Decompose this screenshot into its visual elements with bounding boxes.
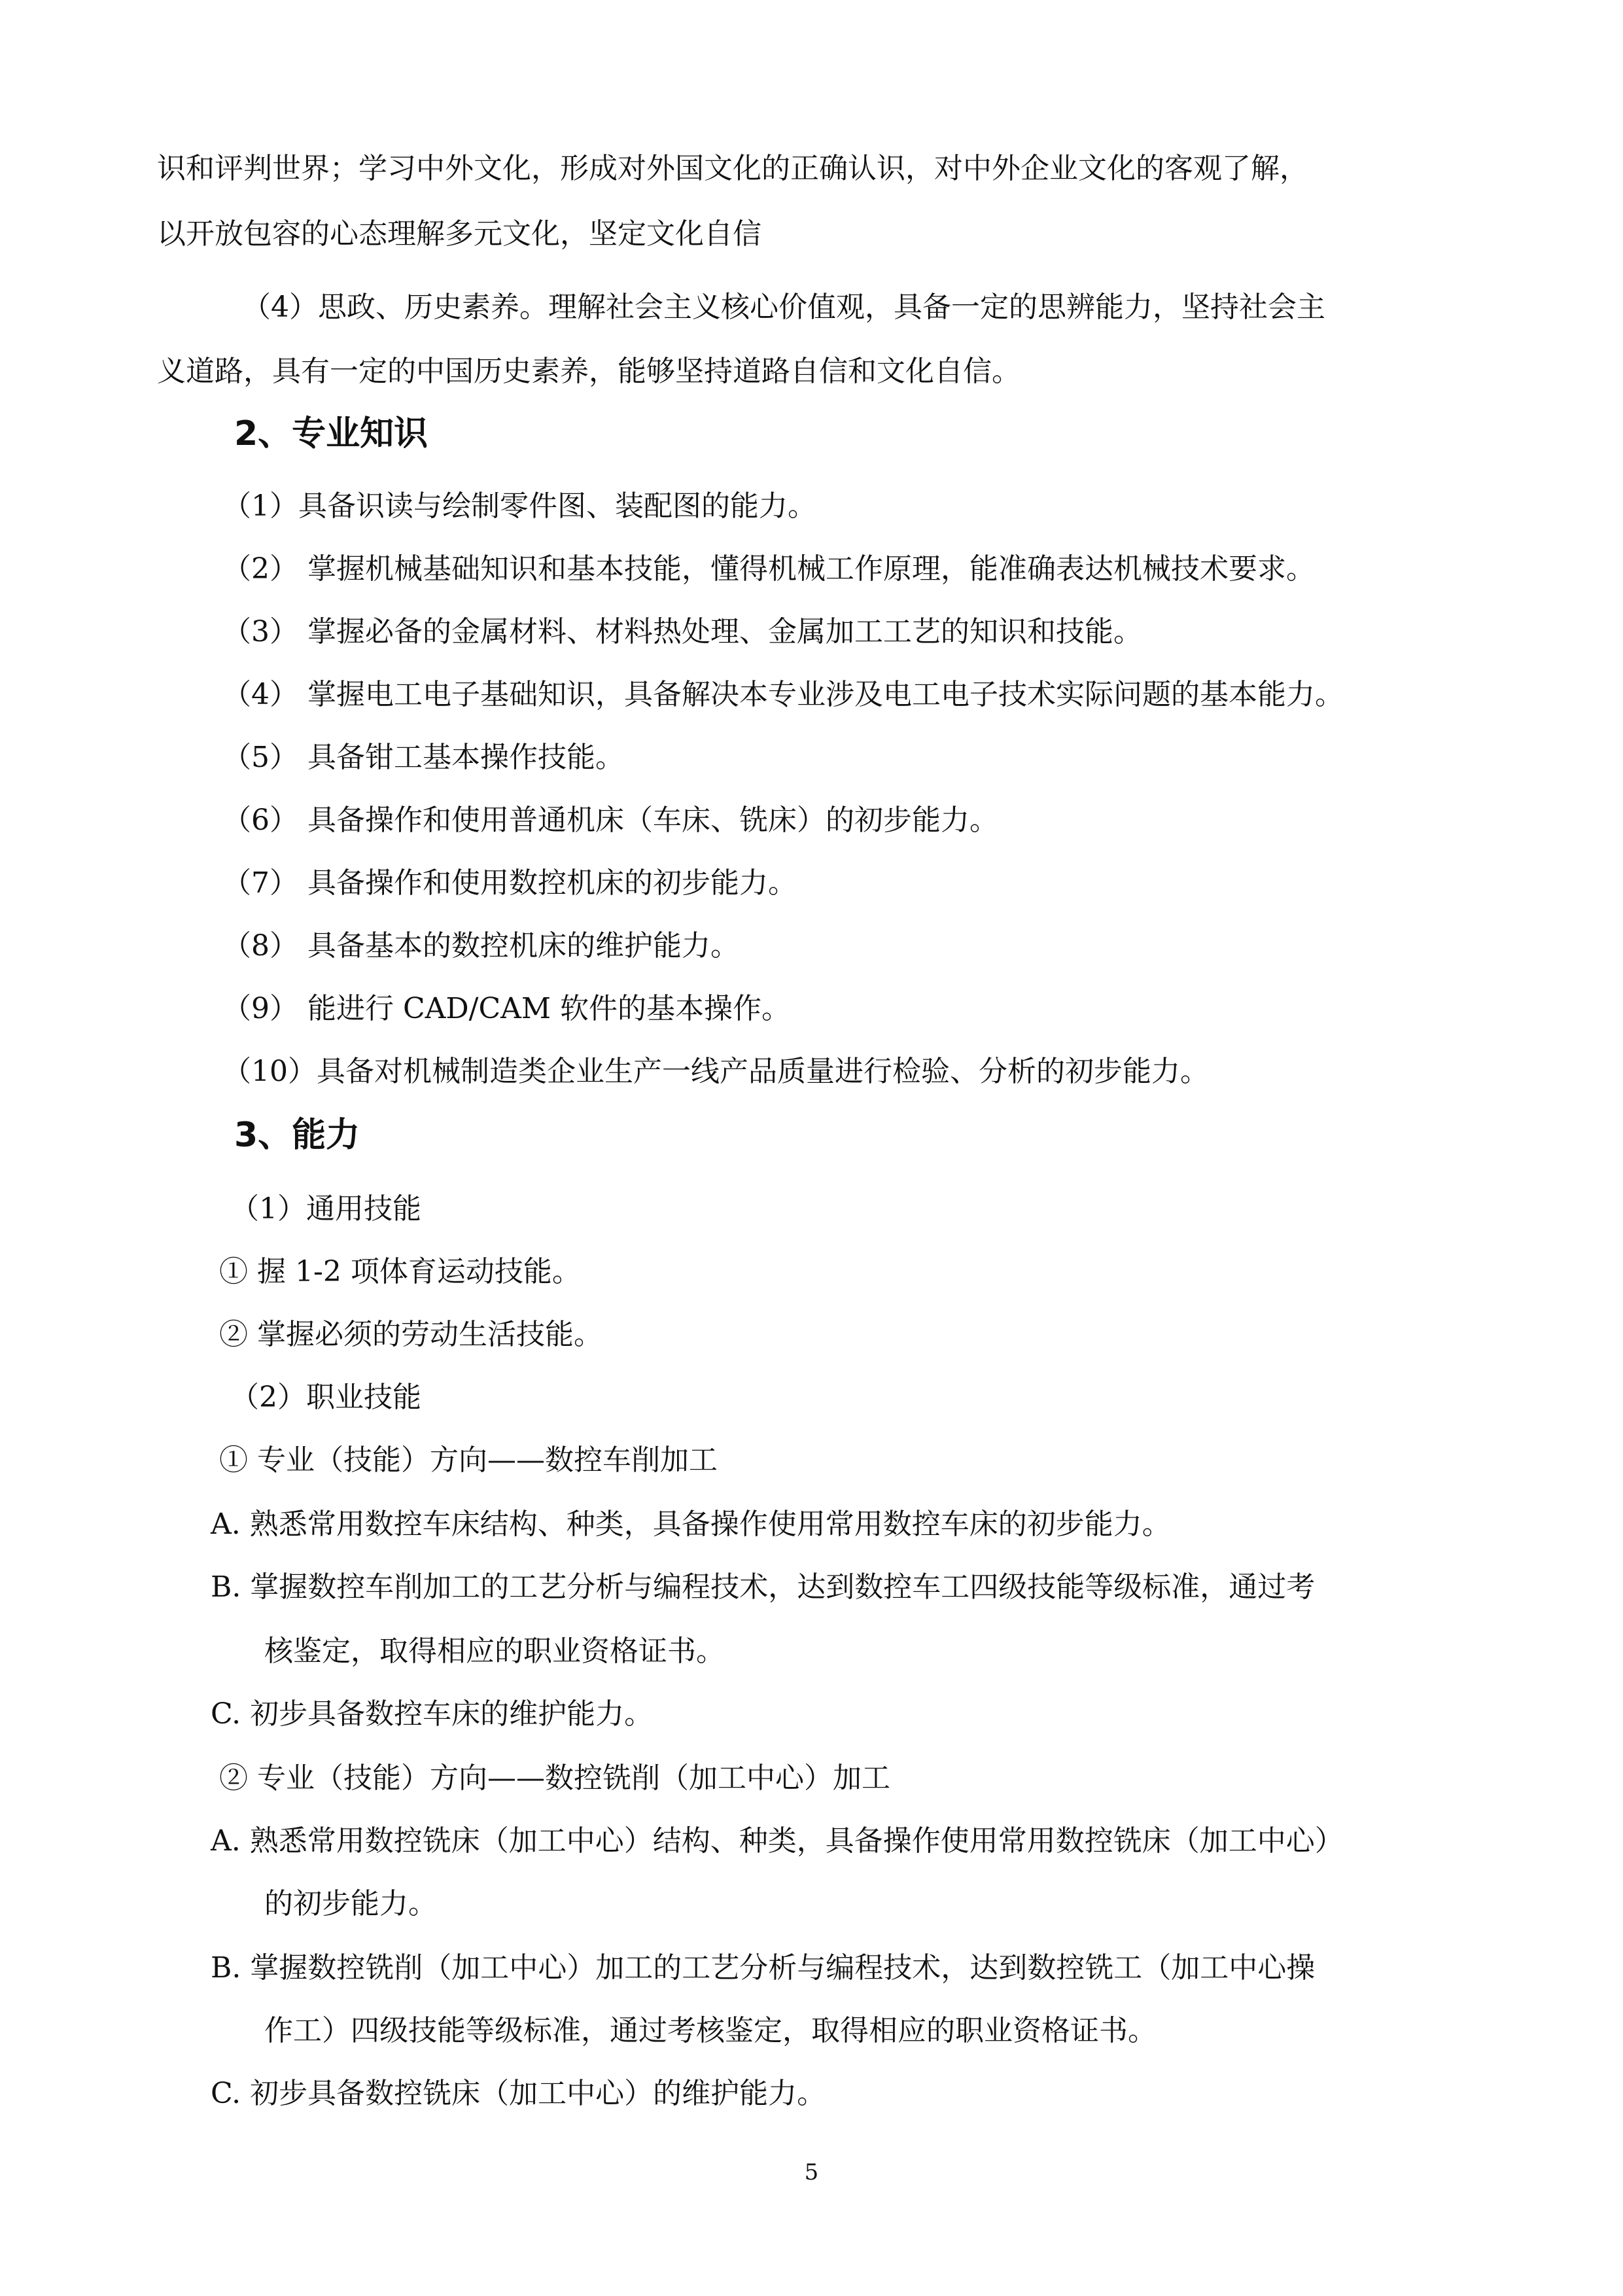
paragraph-3-line-1: 识和评判世界；学习中外文化，形成对外国文化的正确认识，对中外企业文化的客观了解， [157,152,1308,185]
paragraph-4-line-1: （4）思政、历史素养。理解社会主义核心价值观，具备一定的思辨能力，坚持社会主 [242,291,1325,324]
knowledge-item-1: （1）具备识读与绘制零件图、装配图的能力。 [222,489,816,523]
direction-2-item-b-line-1: B. 掌握数控铣削（加工中心）加工的工艺分析与编程技术，达到数控铣工（加工中心操 [211,1951,1316,1985]
direction-1-item-c: C. 初步具备数控车床的维护能力。 [211,1697,654,1731]
section-3-heading: 3、能力 [234,1116,360,1155]
professional-skills-title: （2）职业技能 [230,1381,421,1414]
knowledge-item-4: （4） 掌握电工电子基础知识，具备解决本专业涉及电工电子技术实际问题的基本能力。 [222,678,1344,711]
direction-1-item-a: A. 熟悉常用数控车床结构、种类，具备操作使用常用数控车床的初步能力。 [211,1508,1171,1541]
direction-2-title: ② 专业（技能）方向——数控铣削（加工中心）加工 [219,1761,890,1795]
direction-1-title: ① 专业（技能）方向——数控车削加工 [219,1443,718,1477]
knowledge-item-2: （2） 掌握机械基础知识和基本技能，懂得机械工作原理，能准确表达机械技术要求。 [222,552,1315,586]
general-skill-2: ② 掌握必须的劳动生活技能。 [219,1318,602,1351]
direction-2-item-b-line-2: 作工）四级技能等级标准，通过考核鉴定，取得相应的职业资格证书。 [264,2014,1157,2047]
knowledge-item-9: （9） 能进行 CAD/CAM 软件的基本操作。 [222,992,790,1025]
direction-2-item-a-line-1: A. 熟悉常用数控铣床（加工中心）结构、种类，具备操作使用常用数控铣床（加工中心） [211,1824,1344,1858]
general-skills-title: （1）通用技能 [230,1192,421,1226]
page-number: 5 [804,2159,819,2185]
direction-2-item-c: C. 初步具备数控铣床（加工中心）的维护能力。 [211,2077,826,2110]
knowledge-item-5: （5） 具备钳工基本操作技能。 [222,741,624,774]
paragraph-4-line-2: 义道路，具有一定的中国历史素养，能够坚持道路自信和文化自信。 [157,355,1021,388]
knowledge-item-6: （6） 具备操作和使用普通机床（车床、铣床）的初步能力。 [222,804,998,837]
direction-1-item-b-line-2: 核鉴定，取得相应的职业资格证书。 [264,1634,725,1668]
knowledge-item-7: （7） 具备操作和使用数控机床的初步能力。 [222,866,797,900]
paragraph-3-line-2: 以开放包容的心态理解多元文化，坚定文化自信 [157,217,761,251]
knowledge-item-8: （8） 具备基本的数控机床的维护能力。 [222,929,739,963]
knowledge-item-3: （3） 掌握必备的金属材料、材料热处理、金属加工工艺的知识和技能。 [222,615,1142,648]
general-skill-1: ① 握 1-2 项体育运动技能。 [219,1255,581,1288]
section-2-heading: 2、专业知识 [234,414,428,453]
direction-1-item-b-line-1: B. 掌握数控车削加工的工艺分析与编程技术，达到数控车工四级技能等级标准，通过考 [211,1570,1316,1604]
knowledge-item-10: （10）具备对机械制造类企业生产一线产品质量进行检验、分析的初步能力。 [222,1055,1209,1088]
direction-2-item-a-line-2: 的初步能力。 [264,1887,437,1920]
